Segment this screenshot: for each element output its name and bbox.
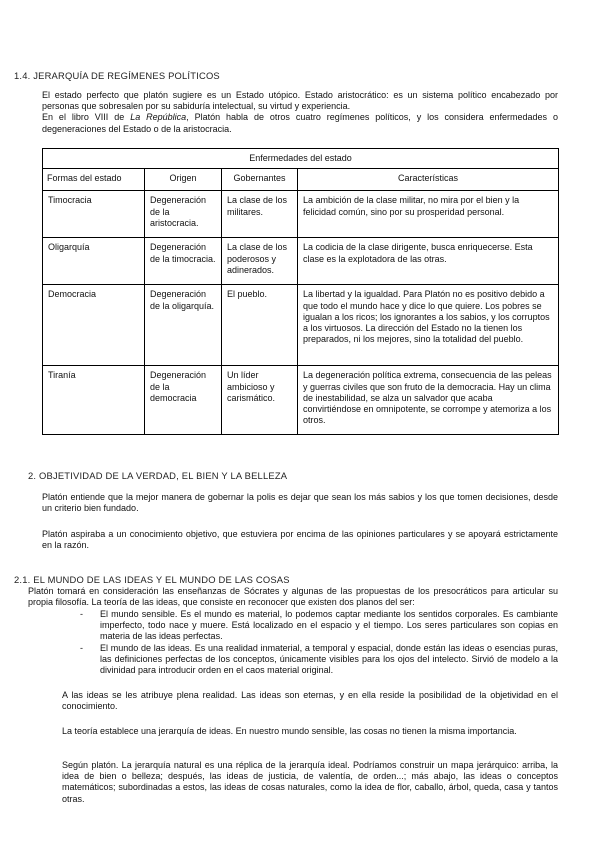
paragraph-text: , Platón habla de otros cuatro regímenes políticos, y los considera enfermedades o degeneraciones del Estado o de la aristocracia. <box>42 112 558 134</box>
cell-origen: Degeneración de la aristocracia. <box>145 191 222 238</box>
column-header: Gobernantes <box>222 169 298 191</box>
cell-caracteristicas: La codicia de la clase dirigente, busca enriquecerse. Esta clase es la explotadora de las otras. <box>298 238 559 285</box>
section-2-1-para-a: A las ideas se les atribuye plena realidad. Las ideas son eternas, y en ella reside la posibilidad de la objetividad en el conocimiento. <box>62 690 558 712</box>
section-2-para-2: Platón aspiraba a un conocimiento objetivo, que estuviera por encima de las opiniones particulares y se apoyará estrictamente en la razón. <box>42 529 558 551</box>
cell-gobernantes: El pueblo. <box>222 285 298 366</box>
cell-forma: Oligarquía <box>43 238 145 285</box>
list-item-text: El mundo de las ideas. Es una realidad inmaterial, a temporal y espacial, donde están las ideas o esencias puras, las definiciones perfectas de los conceptos, únicamente visibles para los ojos del intelecto. Sirvió de modelo a la divinidad para introducir orden en el caos material original. <box>100 642 558 676</box>
paragraph <box>42 112 558 134</box>
cell-forma: Tiranía <box>43 366 145 435</box>
section-heading-2: 2. OBJETIVIDAD DE LA VERDAD, EL BIEN Y LA BELLEZA <box>28 470 288 481</box>
cell-caracteristicas: La libertad y la igualdad. Para Platón no es positivo debido a que todo el mundo hace y dice lo que quiere. Los pobres se igualan a los ricos; los ignorantes a los sabios, y los corruptos a los virtuosos. La dirección del Estado no la tienen los preparados, ni los mejores, sino la totalidad del pueblo. <box>298 285 559 366</box>
table-row <box>43 238 559 285</box>
bullet-dash: - <box>80 642 83 653</box>
column-header: Características <box>298 169 559 191</box>
section-heading-1-4: 1.4. JERARQUÍA DE REGÍMENES POLÍTICOS <box>14 70 220 81</box>
section-heading-2-1: 2.1. EL MUNDO DE LAS IDEAS Y EL MUNDO DE LAS COSAS <box>14 574 290 585</box>
table-row <box>43 285 559 366</box>
paragraph-text: En el libro VIII de <box>42 112 131 123</box>
bullet-dash: - <box>80 609 83 619</box>
cell-caracteristicas: La ambición de la clase militar, no mira por el bien y la felicidad común, sino por su prosperidad personal. <box>298 191 559 238</box>
cell-gobernantes: La clase de los militares. <box>222 191 298 238</box>
cell-gobernantes: Un líder ambicioso y carismático. <box>222 366 298 435</box>
section-2-1-para-b: La teoría establece una jerarquía de ideas. En nuestro mundo sensible, las cosas no tienen la misma importancia. <box>62 726 517 736</box>
bullet-list <box>62 609 558 676</box>
table-caption: Enfermedades del estado <box>43 149 559 169</box>
column-header: Formas del estado <box>43 169 145 191</box>
cell-forma: Democracia <box>43 285 145 366</box>
column-header: Origen <box>145 169 222 191</box>
paragraph: El estado perfecto que platón sugiere es un Estado utópico. Estado aristocrático: es un sistema político encabezado por personas que sobresalen por su sabiduría intelectual, su virtud y experiencia. <box>42 90 558 112</box>
section-1-4-body <box>42 90 558 135</box>
list-item-text: El mundo sensible. Es el mundo es material, lo podemos captar mediante los sentidos corporales. Es cambiante imperfecto, todo nace y muere. Está localizado en el espacio y el tiempo. Los seres particulares son copias en materia de las ideas perfectas. <box>100 609 558 642</box>
section-2-1-para-c: Según platón. La jerarquía natural es una réplica de la jerarquía ideal. Podríamos construir un mapa jerárquico: arriba, la idea de bien o belleza; después, las ideas de justicia, de valentía, de orden...; más abajo, las ideas o conceptos matemáticos; subordinadas a estos, las ideas de cosas naturales, como la idea de flor, caballo, árbol, queda, casa y tantos otras. <box>62 760 558 804</box>
cell-gobernantes: La clase de los poderosos y adinerados. <box>222 238 298 285</box>
table-row <box>43 191 559 238</box>
section-2-para-1: Platón entiende que la mejor manera de gobernar la polis es dejar que sean los más sabios y los que tomen decisiones, desde un criterio bien fundado. <box>42 492 558 514</box>
book-title: La República <box>130 112 187 123</box>
regimes-table <box>42 148 559 435</box>
cell-origen: Degeneración de la oligarquía. <box>145 285 222 366</box>
list-item <box>62 609 558 643</box>
table-row <box>43 366 559 435</box>
cell-caracteristicas: La degeneración política extrema, consecuencia de las peleas y guerras civiles que son fruto de la democracia. Hay un clima de inestabilidad, se alza un salvador que acaba convirtiéndose en omnipotente, se corrompe y atemoriza a los otros. <box>298 366 559 435</box>
cell-origen: Degeneración de la democracia <box>145 366 222 435</box>
section-2-1-intro: Platón tomará en consideración las enseñanzas de Sócrates y algunas de las propuestas de los presocráticos para articular su propia filosofía. La teoría de las ideas, que consiste en reconocer que existen dos planos del ser: <box>28 586 558 608</box>
list-item <box>62 643 558 677</box>
cell-origen: Degeneración de la timocracia. <box>145 238 222 285</box>
cell-forma: Timocracia <box>43 191 145 238</box>
